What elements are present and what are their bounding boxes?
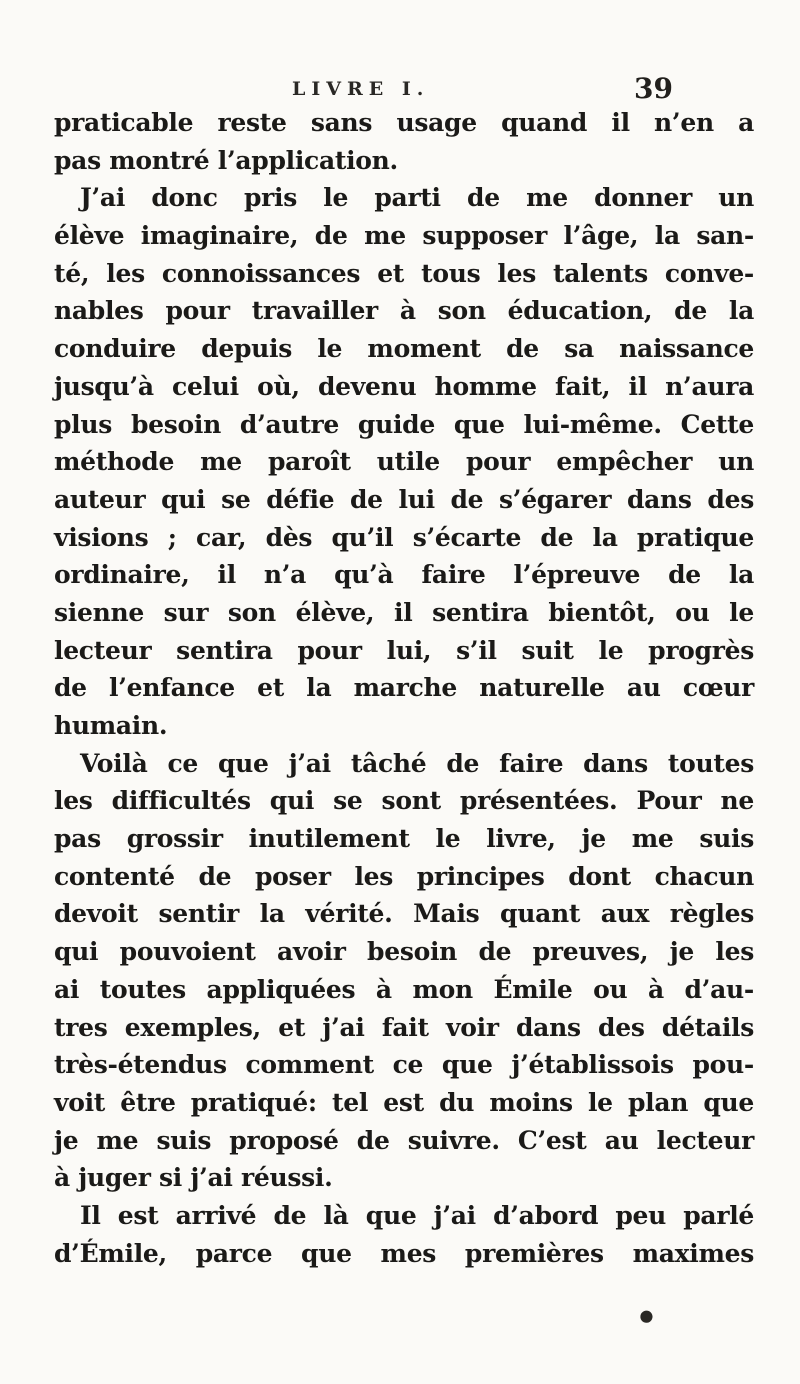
- page-number: 39: [634, 72, 673, 105]
- text-line: d’Émile, parce que mes premières maximes: [54, 1238, 754, 1268]
- text-line: devoit sentir la vérité. Mais quant aux règles: [54, 899, 754, 929]
- ink-mark-icon: ●: [636, 1303, 658, 1328]
- text-line: je me suis proposé de suivre. C’est au lecteur: [54, 1125, 754, 1155]
- running-title: LIVRE I.: [292, 78, 430, 100]
- text-line: qui pouvoient avoir besoin de preuves, je les: [54, 937, 754, 967]
- text-line: conduire depuis le moment de sa naissance: [54, 334, 754, 364]
- text-line: Il est arrivé de là que j’ai d’abord peu parlé: [80, 1200, 754, 1230]
- text-line: élève imaginaire, de me supposer l’âge, la san-: [54, 221, 754, 251]
- text-line: J’ai donc pris le parti de me donner un: [80, 183, 754, 213]
- text-line: té, les connoissances et tous les talents conve-: [54, 258, 754, 288]
- text-line: auteur qui se défie de lui de s’égarer dans des: [54, 484, 754, 514]
- text-line: lecteur sentira pour lui, s’il suit le progrès: [54, 635, 754, 665]
- text-line: les difficultés qui se sont présentées. Pour ne: [54, 786, 754, 816]
- text-line: nables pour travailler à son éducation, de la: [54, 296, 754, 326]
- text-line: voit être pratiqué: tel est du moins le plan que: [54, 1087, 754, 1117]
- text-line: méthode me paroît utile pour empêcher un: [54, 447, 754, 477]
- text-line: ai toutes appliquées à mon Émile ou à d’au-: [54, 974, 754, 1004]
- text-line: Voilà ce que j’ai tâché de faire dans toutes: [80, 748, 754, 778]
- body-text: [54, 104, 754, 1272]
- text-line: humain.: [54, 711, 168, 740]
- text-line: ordinaire, il n’a qu’à faire l’épreuve de la: [54, 560, 754, 590]
- text-line: plus besoin d’autre guide que lui-même. Cette: [54, 409, 754, 439]
- text-line: très-étendus comment ce que j’établissois pou-: [54, 1050, 754, 1080]
- text-line: jusqu’à celui où, devenu homme fait, il n’aura: [54, 371, 754, 401]
- text-line: à juger si j’ai réussi.: [54, 1163, 333, 1193]
- text-line: contenté de poser les principes dont chacun: [54, 861, 754, 891]
- text-line: pas grossir inutilement le livre, je me suis: [54, 824, 754, 854]
- text-line: de l’enfance et la marche naturelle au cœur: [54, 673, 754, 703]
- text-line: visions ; car, dès qu’il s’écarte de la pratique: [54, 522, 754, 552]
- text-line: sienne sur son élève, il sentira bientôt, ou le: [54, 597, 754, 627]
- text-line: tres exemples, et j’ai fait voir dans des détails: [54, 1012, 754, 1042]
- text-line: pas montré l’application.: [54, 145, 398, 175]
- text-line: praticable reste sans usage quand il n’en a: [54, 108, 754, 137]
